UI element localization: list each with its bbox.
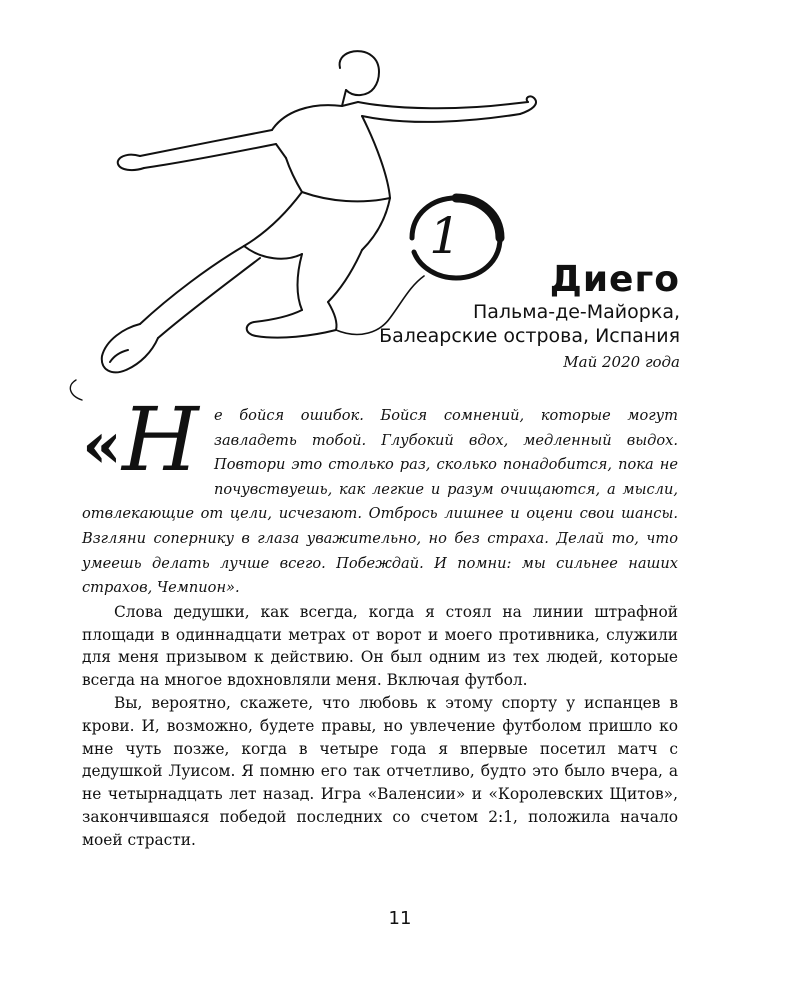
location-line-1: Пальма-де-Майорка, xyxy=(472,301,680,323)
grandfather-quote: е бойся ошибок. Бойся сомнений, которые могут завладеть тобой. Глубокий вдох, медленный выдох. Повтори это столько раз, сколько понадобится, пока не почувствуешь, как легкие и разум очищаются, а мысли, отвлекающие от цели, исчезают. Отбрось лишнее и оцени свои шансы. Взгляни сопернику в глаза уважительно, но без страха. Делай то, что умеешь делать лучше всего. Побеждай. И помни: мы сильнее наших страхов, Чемпион». xyxy=(82,407,678,597)
dropcap-quote-mark: « xyxy=(82,408,122,483)
chapter-title: Диего xyxy=(549,259,680,300)
dropcap-letter: Н xyxy=(122,388,199,491)
chapter-number-badge xyxy=(400,192,510,282)
paragraph: Слова дедушки, как всегда, когда я стоял на линии штрафной площади в одиннадцати метрах от ворот и моего противника, служили для меня призывом к действию. Он был одним из тех людей, которые всегда на многое вдохновляли меня. Включая футбол. xyxy=(82,602,678,690)
chapter-number: 1 xyxy=(429,207,461,265)
chapter-date: Май 2020 года xyxy=(563,353,680,371)
page-number: 11 xyxy=(388,908,412,929)
chapter-location xyxy=(379,300,680,348)
dropcap xyxy=(82,388,210,491)
paragraph: Вы, вероятно, скажете, что любовь к этому спорту у испанцев в крови. И, возможно, будете правы, но увлечение футболом пришло ко мне чуть позже, когда в четыре года я впервые посетил матч с дедушкой Луисом. Я помню его так отчетливо, будто это было вчера, а не четырнадцать лет назад. Игра «Валенсии» и «Королевских Щитов», закончившаяся победой последних со счетом 2:1, положила начало моей страсти. xyxy=(82,693,678,849)
location-line-2: Балеарские острова, Испания xyxy=(379,325,680,347)
chapter-text xyxy=(82,388,678,852)
